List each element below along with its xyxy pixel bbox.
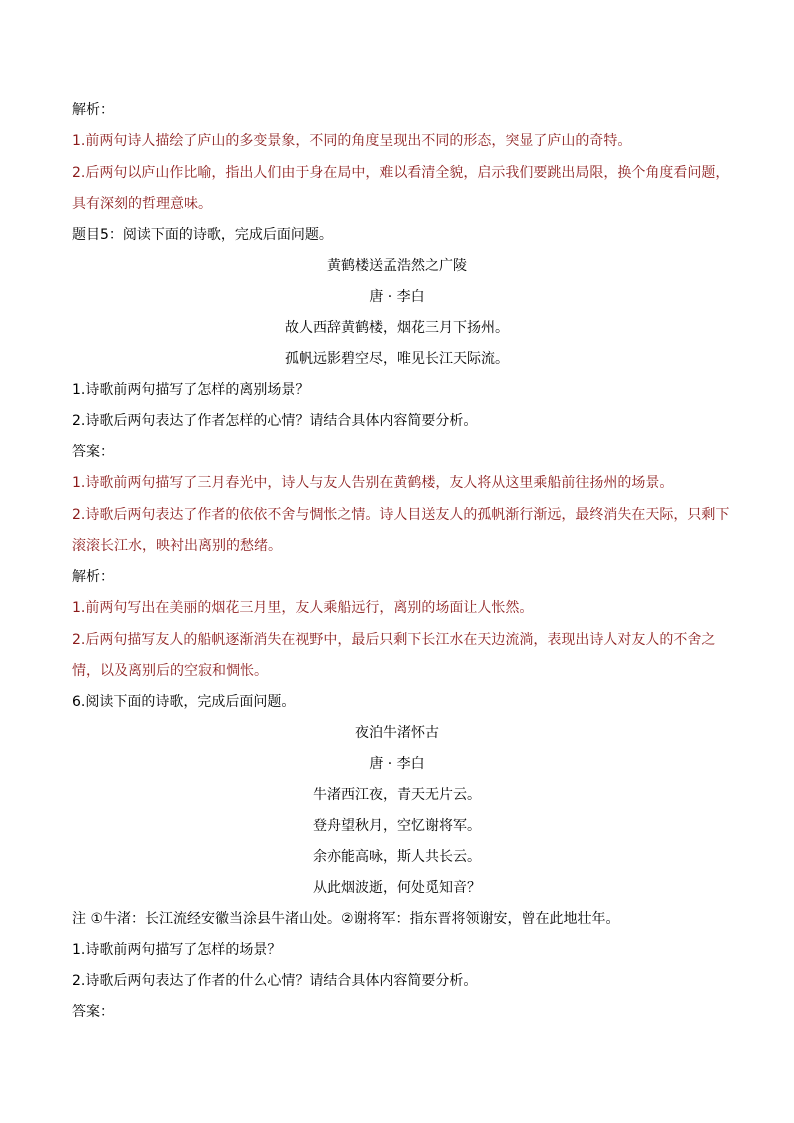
analysis-heading: 解析： <box>72 569 114 585</box>
poem-note: 注 ①牛渚：长江流经安徽当涂县牛渚山处。②谢将军：指东晋将领谢安，曾在此地壮年。 <box>72 911 620 927</box>
poem-line: 登舟望秋月，空忆谢将军。 <box>313 818 481 834</box>
poem-line: 余亦能高咏，斯人共长云。 <box>313 849 481 865</box>
poem-title: 黄鹤楼送孟浩然之广陵 <box>327 258 467 274</box>
poem-line: 孤帆远影碧空尽，唯见长江天际流。 <box>285 351 509 367</box>
poem-author: 唐 · 李白 <box>369 756 425 772</box>
poem-line: 牛渚西江夜，青天无片云。 <box>313 787 481 803</box>
answer-heading: 答案： <box>72 444 114 460</box>
question-1: 1.诗歌前两句描写了怎样的离别场景？ <box>72 382 310 398</box>
analysis-point-2: 2.后两句描写友人的船帆逐渐消失在视野中，最后只剩下长江水在天边流淌，表现出诗人对友人的不舍之情，以及离别后的空寂和惆怅。 <box>72 632 716 679</box>
question-2: 2.诗歌后两句表达了作者的什么心情？请结合具体内容简要分析。 <box>72 973 478 989</box>
answer-1: 1.诗歌前两句描写了三月春光中，诗人与友人告别在黄鹤楼，友人将从这里乘船前往扬州的场景。 <box>72 475 674 491</box>
poem-line: 故人西辞黄鹤楼，烟花三月下扬州。 <box>285 320 509 336</box>
analysis-point-1: 1.前两句诗人描绘了庐山的多变景象，不同的角度呈现出不同的形态，突显了庐山的奇特。 <box>72 133 632 149</box>
poem-line: 从此烟波逝，何处觅知音？ <box>313 880 481 896</box>
poem-title: 夜泊牛渚怀古 <box>355 725 439 741</box>
question-2: 2.诗歌后两句表达了作者怎样的心情？请结合具体内容简要分析。 <box>72 413 478 429</box>
analysis-point-2: 2.后两句以庐山作比喻，指出人们由于身在局中，难以看清全貌，启示我们要跳出局限，换个角度看问题，具有深刻的哲理意味。 <box>72 165 730 212</box>
question-1: 1.诗歌前两句描写了怎样的场景？ <box>72 942 282 958</box>
answer-2: 2.诗歌后两句表达了作者的依依不舍与惆怅之情。诗人目送友人的孤帆渐行渐远，最终消失在天际，只剩下滚滚长江水，映衬出离别的愁绪。 <box>72 507 730 554</box>
analysis-heading: 解析： <box>72 102 114 118</box>
question-6-intro: 6.阅读下面的诗歌，完成后面问题。 <box>72 694 296 710</box>
analysis-point-1: 1.前两句写出在美丽的烟花三月里，友人乘船远行，离别的场面让人怅然。 <box>72 600 534 616</box>
question-5-intro: 题目5：阅读下面的诗歌，完成后面问题。 <box>72 227 333 243</box>
poem-author: 唐 · 李白 <box>369 289 425 305</box>
answer-heading: 答案： <box>72 1004 114 1020</box>
